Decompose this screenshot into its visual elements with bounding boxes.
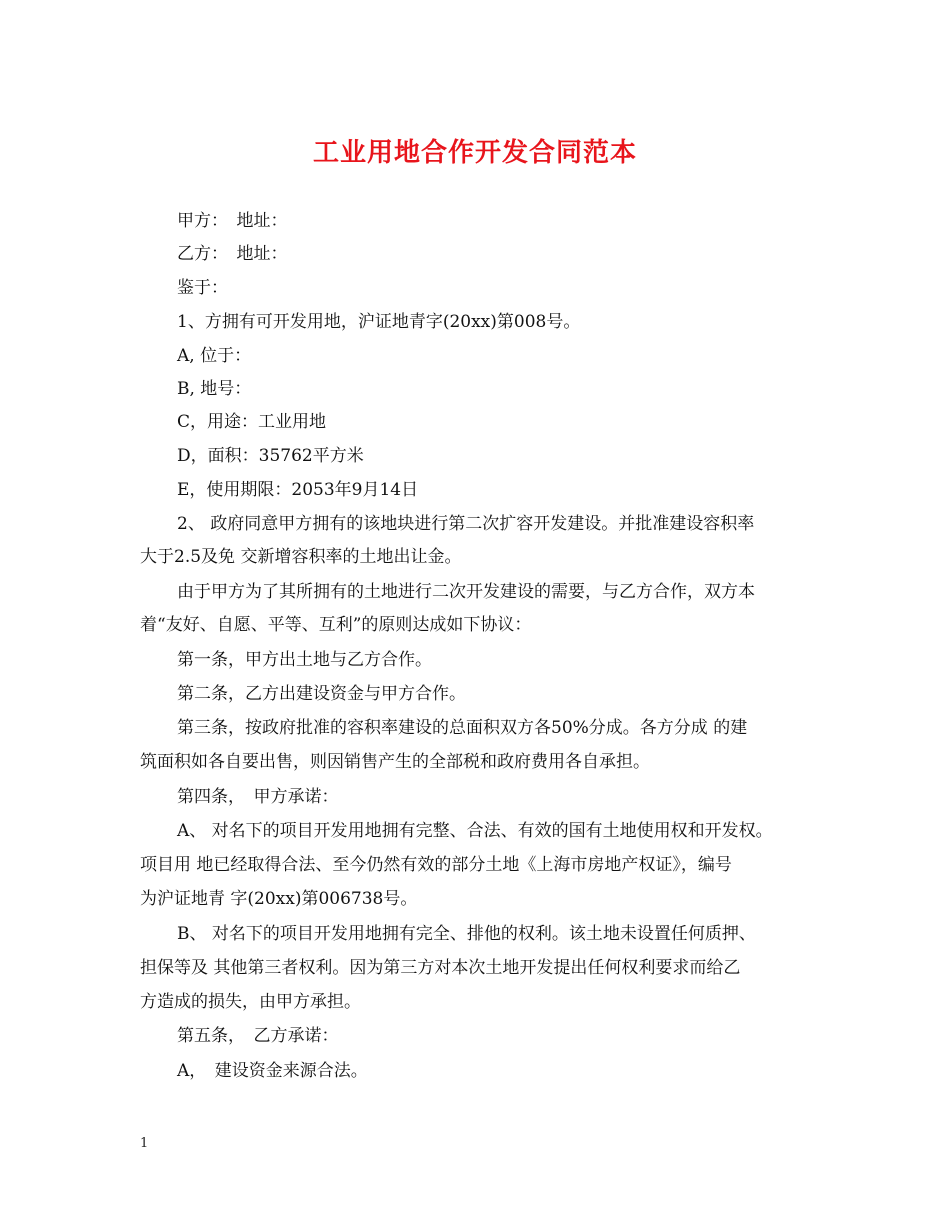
document-title: 工业用地合作开发合同范本 (312, 138, 637, 168)
paragraph-line: 由于甲方为了其所拥有的土地进行二次开发建设的需要，与乙方合作，双方本 (177, 582, 755, 602)
paragraph-line: E，使用期限：2053年9月14日 (177, 480, 419, 500)
article-1: 第一条，甲方出土地与乙方合作。 (177, 650, 432, 670)
paragraph-line: C，用途：工业用地 (177, 412, 327, 432)
paragraph-line: 着“友好、自愿、平等、互利”的原则达成如下协议： (140, 615, 532, 635)
paragraph-line: 筑面积如各自要出售，则因销售产生的全部税和政府费用各自承担。 (140, 752, 650, 772)
whereas-heading: 鉴于： (177, 278, 228, 298)
party-b-line: 乙方： 地址： (177, 244, 288, 264)
paragraph-line: 担保等及 其他第三者权利。因为第三方对本次土地开发提出任何权利要求而给乙 (140, 958, 741, 978)
paragraph-line: 方造成的损失，由甲方承担。 (140, 992, 361, 1012)
paragraph-line: 1、方拥有可开发用地，沪证地青字(20xx)第008号。 (177, 312, 581, 332)
paragraph-line: 大于2.5及免 交新增容积率的土地出让金。 (140, 547, 462, 567)
paragraph-line: A, 位于： (177, 346, 252, 366)
page-number: 1 (140, 1136, 149, 1151)
paragraph-line: 2、 政府同意甲方拥有的该地块进行第二次扩容开发建设。并批准建设容积率 (177, 514, 755, 534)
article-3: 第三条，按政府批准的容积率建设的总面积双方各50%分成。各方分成 的建 (177, 718, 748, 738)
party-a-line: 甲方： 地址： (177, 211, 288, 231)
paragraph-line: D，面积：35762平方米 (177, 446, 364, 466)
paragraph-line: 为沪证地青 字(20xx)第006738号。 (140, 889, 418, 909)
paragraph-line: A， 建设资金来源合法。 (177, 1061, 368, 1081)
article-5: 第五条， 乙方承诺： (177, 1026, 339, 1046)
paragraph-line: B, 地号： (177, 379, 252, 399)
paragraph-line: A、 对名下的项目开发用地拥有完整、合法、有效的国有土地使用权和开发权。 (177, 821, 773, 841)
paragraph-line: B、 对名下的项目开发用地拥有完全、排他的权利。该土地未设置任何质押、 (177, 924, 756, 944)
article-4: 第四条， 甲方承诺： (177, 787, 339, 807)
article-2: 第二条，乙方出建设资金与甲方合作。 (177, 684, 466, 704)
paragraph-line: 项目用 地已经取得合法、至今仍然有效的部分土地《上海市房地产权证》，编号 (140, 855, 732, 875)
